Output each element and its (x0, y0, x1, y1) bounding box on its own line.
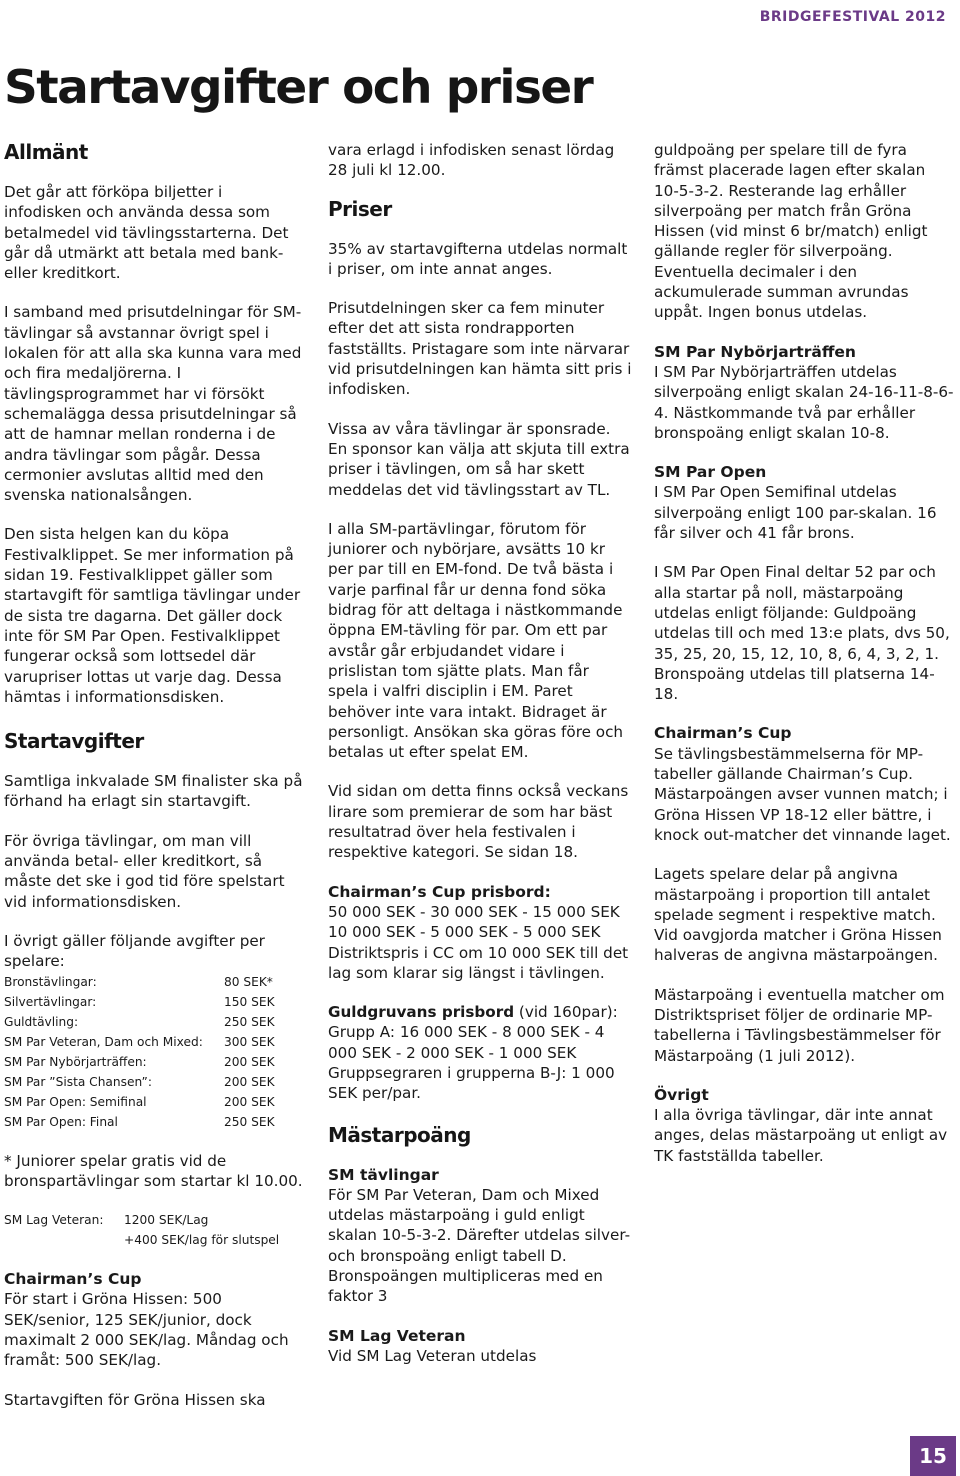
paragraph: I SM Par Open Final deltar 52 par och alla startar på noll, mästarpoäng utdelas enligt följande: Guldpoäng utdelas till och med 13:e plats, dvs 50, 35, 25, 20, 15, 12, 10, 8, 6, 4, 3, 2, 1. Bronspoäng utdelas till platserna 14-18. (654, 563, 950, 704)
fee-row (4, 1072, 304, 1092)
fee-row (4, 1112, 304, 1132)
lag-row (4, 1210, 304, 1230)
subheading: SM Par Nybörjarträffen (654, 342, 856, 361)
lag-value: +400 SEK/lag för slutspel (124, 1233, 280, 1248)
open-block (654, 462, 954, 543)
paragraph: guldpoäng per spelare till de fyra främst placerade lagen efter skalan 10-5-3-2. Resterande lag erhåller silverpoäng per match från Gröna Hissen (vid minst 6 br/match) enligt gällande regler för silverpoäng. Eventuella decimaler i den ackumulerade summan avrundas uppåt. Ingen bonus utdelas. (654, 141, 928, 322)
section-heading-startavgifter: Startavgifter (4, 729, 144, 754)
paragraph: Vid sidan om detta finns också veckans lirare som premierar de som har bäst resultatrad över hela festivalen i respektive kategori. Se sidan 18. (328, 782, 629, 862)
fee-value: 250 SEK (224, 1014, 275, 1029)
paragraph: Startavgiften för Gröna Hissen ska (4, 1390, 266, 1409)
paragraph: Mästarpoäng i eventuella matcher om Distriktspriset följer de ordinarie MP-tabellerna i Tävlingsbestämmelser för Mästarpoäng (1 juli 2012). (654, 985, 945, 1065)
paragraph: I samband med prisutdelningar för SM-tävlingar så avstannar övrigt spel i lokalen för att alla ska kunna vara med och fira medaljörerna. I tävlingsprogrammet har vi försökt schemalägga dessa prisutdelningar så att de hamnar mellan ronderna i de andra tävlingar som pågår. Dessa cermonier avslutas alltid med den svenska nationalsången. (4, 303, 302, 505)
subheading: Chairman’s Cup prisbord: (328, 882, 551, 901)
paragraph: vara erlagd i infodisken senast lördag 28 juli kl 12.00. (328, 141, 615, 180)
fee-label: Silvertävlingar: (4, 994, 97, 1009)
fee-row (4, 972, 304, 992)
subheading: Guldgruvans prisbord (328, 1003, 515, 1022)
header-tag: BRIDGEFESTIVAL 2012 (759, 9, 946, 25)
paragraph: Samtliga inkvalade SM finalister ska på förhand ha erlagt sin startavgift. (4, 772, 303, 811)
paragraph: Den sista helgen kan du köpa Festivalklippet. Se mer information på sidan 19. Festivalklippet gäller som startavgift för samtliga tävlingar under de sista tre dagarna. Det gäller dock inte för SM Par Open. Festivalklippet fungerar också som lottsedel där varupriser lottas ut varje dag. Dessa hämtas i informationsdisken. (4, 525, 301, 706)
paragraph: Prisutdelningen sker ca fem minuter efter det att sista rondrapporten fastställts. Pristagare som inte närvarar vid prisutdelningen kan hämta sitt pris i infodisken. (328, 299, 632, 399)
section-heading-priser: Priser (328, 196, 392, 221)
paragraph: 35% av startavgifterna utdelas normalt i priser, om inte annat anges. (328, 239, 628, 278)
fee-row (4, 1092, 304, 1112)
chairman-fee-block (4, 1269, 304, 1370)
paragraph: Se tävlingsbestämmelserna för MP-tabeller gällande Chairman’s Cup. Mästarpoängen avser vunnen match; i Gröna Hissen VP 18-12 eller bättre, i knock out-matcher det vinnande laget. (654, 744, 951, 844)
paragraph: För start i Gröna Hissen: 500 SEK/senior, 125 SEK/junior, dock maximalt 2 000 SEK/lag. Måndag och framåt: 500 SEK/lag. (4, 1290, 289, 1370)
column-2 (328, 140, 633, 1385)
fee-value: 200 SEK (224, 1074, 275, 1089)
paragraph: I SM Par Nybörjarträffen utdelas silverpoäng enligt skalan 24-16-11-8-6-4. Nästkommande två par erhåller bronspoäng enligt skalan 10-8. (654, 362, 954, 442)
guldgruvan-header-line (328, 1002, 633, 1022)
column-1 (4, 140, 304, 1429)
subheading: SM Par Open (654, 463, 767, 482)
fee-label: Guldtävling: (4, 1014, 79, 1029)
fees-table (4, 972, 304, 1132)
paragraph: 50 000 SEK - 30 000 SEK - 15 000 SEK 10 000 SEK - 5 000 SEK - 5 000 SEK Distriktspris i CC om 10 000 SEK till det lag som klarar sig längst i tävlingen. (328, 902, 629, 982)
subheading: SM Lag Veteran (328, 1326, 466, 1345)
fee-label: SM Par Open: Semifinal (4, 1094, 147, 1109)
subheading: Chairman’s Cup (654, 724, 792, 743)
paragraph: I alla SM-partävlingar, förutom för juniorer och nybörjare, avsätts 10 kr per par till en EM-fond. De två bästa i varje parfinal får ur denna fond söka bidrag för att deltaga i nästkommande öppna EM-tävling för par. Om ett par avstår går erbjudandet vidare i prislistan tom sjätte plats. Man får spela i valfri disciplin i EM. Paret behöver inte vara intakt. Bidraget är personligt. Ansökan ska göras före och betalas ut efter spelat EM. (328, 519, 624, 762)
chairman-prize-block (328, 882, 633, 983)
sm-tavlingar-block (328, 1165, 633, 1307)
section-heading-mastarpoang: Mästarpoäng (328, 1122, 471, 1147)
chairman-mp-block (654, 723, 954, 845)
fee-value: 80 SEK* (224, 974, 273, 989)
fee-row (4, 1052, 304, 1072)
lag-label: SM Lag Veteran: (4, 1213, 104, 1228)
juniors-note: * Juniorer spelar gratis vid de bronspartävlingar som startar kl 10.00. (4, 1151, 303, 1190)
sm-lag-block (328, 1326, 633, 1367)
subheading-suffix: (vid 160par): (514, 1003, 618, 1022)
fee-value: 250 SEK (224, 1114, 275, 1129)
spacer (4, 1230, 124, 1250)
fee-label: SM Par Veteran, Dam och Mixed: (4, 1034, 203, 1049)
fee-label: SM Par Nybörjarträffen: (4, 1054, 147, 1069)
fee-row (4, 1032, 304, 1052)
subheading: Chairman’s Cup (4, 1270, 142, 1289)
fee-row (4, 1012, 304, 1032)
fee-value: 200 SEK (224, 1054, 275, 1069)
lag-value: 1200 SEK/Lag (124, 1213, 209, 1228)
ovrigt-block (654, 1085, 954, 1166)
lag-row (4, 1230, 304, 1250)
paragraph: Lagets spelare delar på angivna mästarpoäng i proportion till antalet spelade segment i respektive match. Vid oavgjorda matcher i Gröna Hissen halveras de angivna mästarpoängen. (654, 865, 942, 965)
fee-value: 300 SEK (224, 1034, 275, 1049)
paragraph: Grupp A: 16 000 SEK - 8 000 SEK - 4 000 SEK - 2 000 SEK - 1 000 SEK Gruppsegraren i grupperna B-J: 1 000 SEK per/par. (328, 1023, 615, 1103)
column-3 (654, 140, 954, 1185)
subheading: Övrigt (654, 1085, 709, 1104)
section-heading-allmant: Allmänt (4, 140, 88, 164)
paragraph: För övriga tävlingar, om man vill använda betal- eller kreditkort, så måste det ske i god tid före spelstart vid informationsdisken. (4, 831, 285, 911)
lag-veteran-fee (4, 1210, 304, 1250)
fee-label: SM Par ”Sista Chansen”: (4, 1074, 152, 1089)
page-number: 15 (910, 1436, 956, 1476)
fee-value: 150 SEK (224, 994, 275, 1009)
fee-value: 200 SEK (224, 1094, 275, 1109)
subheading: SM tävlingar (328, 1165, 439, 1184)
nyborjar-block (654, 342, 954, 443)
fee-label: SM Par Open: Final (4, 1114, 118, 1129)
guldgruvan-block (328, 1002, 633, 1103)
paragraph: I alla övriga tävlingar, där inte annat anges, delas mästarpoäng ut enligt av TK fastställda tabeller. (654, 1106, 948, 1165)
fees-intro: I övrigt gäller följande avgifter per spelare: (4, 931, 265, 971)
page-title: Startavgifter och priser (4, 60, 593, 114)
paragraph: Det går att förköpa biljetter i infodisken och använda dessa som betalmedel vid tävlingsstarterna. Det går då utmärkt att betala med bank- eller kreditkort. (4, 183, 289, 283)
paragraph: Vid SM Lag Veteran utdelas (328, 1346, 537, 1365)
fee-row (4, 992, 304, 1012)
paragraph: I SM Par Open Semifinal utdelas silverpoäng enligt 100 par-skalan. 16 får silver och 41 får brons. (654, 483, 937, 543)
paragraph: För SM Par Veteran, Dam och Mixed utdelas mästarpoäng i guld enligt skalan 10-5-3-2. Därefter utdelas silver- och bronspoäng enligt tabell D. Bronspoängen multipliceras med en faktor 3 (328, 1185, 631, 1306)
fee-label: Bronstävlingar: (4, 974, 97, 989)
paragraph: Vissa av våra tävlingar är sponsrade. En sponsor kan välja att skjuta till extra priser i tävlingen, om så har skett meddelas det vid tävlingsstart av TL. (328, 419, 630, 499)
